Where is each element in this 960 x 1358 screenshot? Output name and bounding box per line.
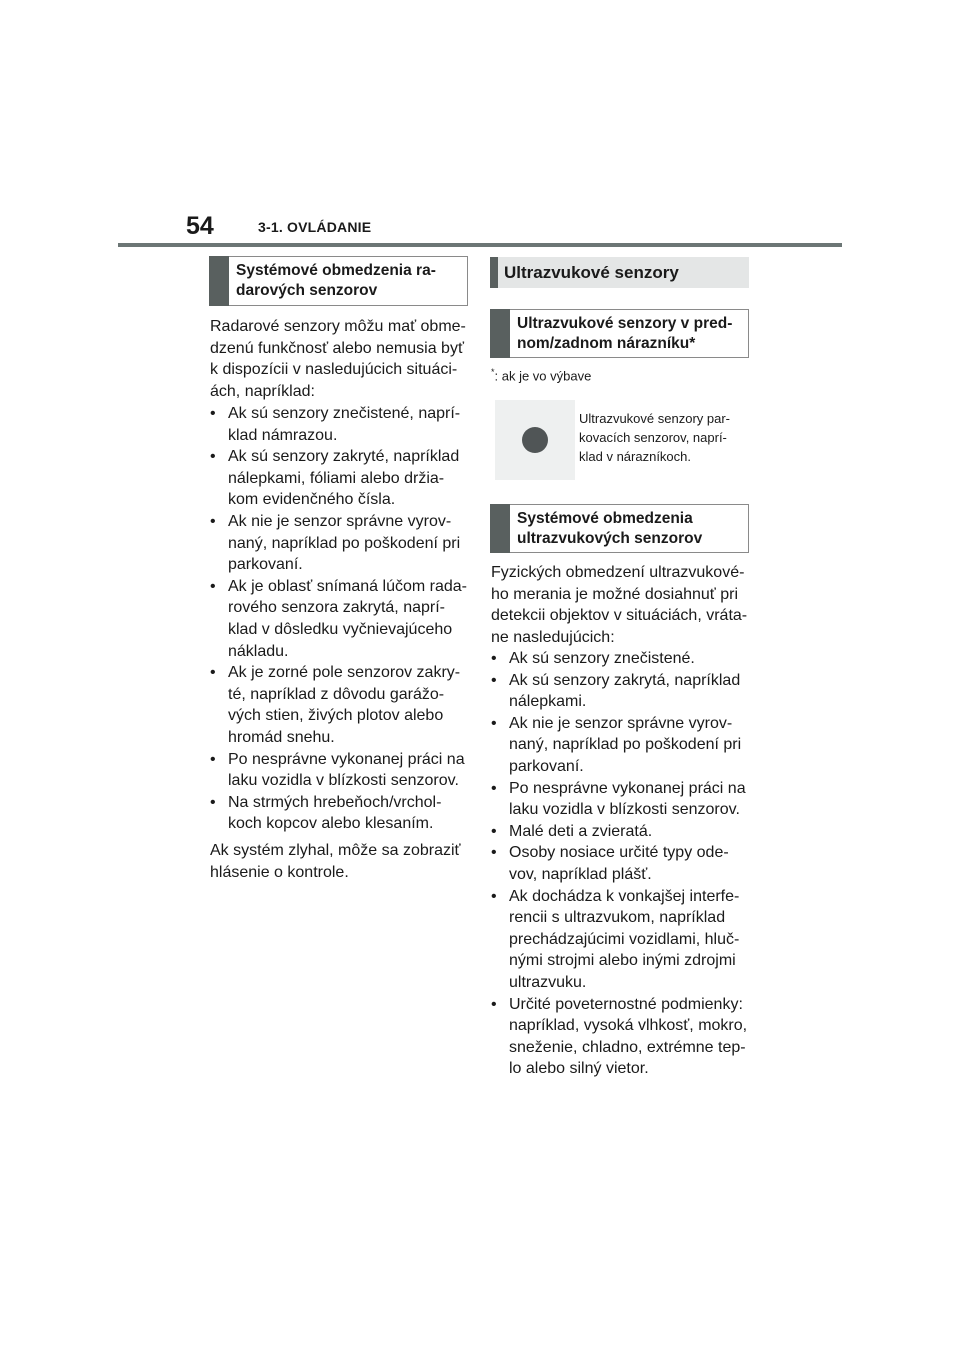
heading-bar (490, 504, 510, 553)
bullet-dot: • (491, 779, 497, 797)
ultrasonic-limits-list (491, 648, 753, 1080)
list-item (210, 792, 472, 835)
list-item (491, 648, 753, 670)
list-item-text: Osoby nosiace určité typy ode- vov, napríklad plášť. (509, 844, 729, 883)
list-item-text: Ak sú senzory znečistené, naprí- klad námrazou. (228, 405, 461, 444)
list-item-text: Ak sú senzory zakrytá, napríklad nálepkami. (509, 671, 741, 711)
radar-limits-heading-text: Systémové obmedzenia ra- darových senzorov (236, 262, 436, 299)
list-item (210, 749, 472, 792)
list-item-text: Ak je oblasť snímaná lúčom rada- rového senzora zakrytá, naprí- klad v dôsledku vyčnievajúceho nákladu. (228, 577, 467, 660)
radar-limits-list (210, 403, 472, 835)
list-item (491, 886, 753, 994)
list-item (210, 576, 472, 662)
heading-bar (209, 256, 229, 306)
bullet-dot: • (210, 405, 216, 422)
ultrasonic-intro: Fyzických obmedzení ultrazvukové- ho merania je možné dosiahnuť pri detekcii objektov v situáciách, vráta- ne nasledujúcich: (491, 564, 748, 646)
bullet-dot: • (491, 671, 497, 689)
radar-intro: Radarové senzory môžu mať obme- dzenú funkčnosť alebo nemusia byť k dispozícii v nasledujúcich situáci- ách, napríklad: (210, 318, 466, 400)
ultrasonic-bumper-heading-text: Ultrazvukové senzory v pred- nom/zadnom nárazníku* (517, 315, 733, 352)
footnote (491, 367, 591, 383)
bullet-dot: • (210, 750, 216, 768)
bullet-dot: • (210, 512, 216, 530)
list-item-text: Ak sú senzory zakryté, napríklad nálepkami, fóliami alebo držia- kom evidenčného čísla. (228, 448, 460, 509)
list-item (491, 994, 753, 1080)
list-item (491, 821, 753, 843)
ultrasonic-bumper-heading (490, 309, 749, 358)
list-item (491, 670, 753, 713)
list-item (491, 778, 753, 821)
list-item (210, 446, 472, 511)
bullet-dot: • (491, 650, 497, 667)
list-item (210, 662, 472, 748)
heading-bar (490, 257, 498, 288)
list-item (210, 403, 472, 446)
list-item-text: Ak nie je senzor správne vyrov- naný, napríklad po poškodení pri parkovaní. (228, 512, 461, 574)
radar-outro: Ak systém zlyhal, môže sa zobraziť hlásenie o kontrole. (210, 842, 461, 881)
sensor-caption: Ultrazvukové senzory par- kovacích senzorov, naprí- klad v nárazníkoch. (579, 411, 730, 464)
page-number: 54 (186, 212, 214, 240)
list-item-text: Určité poveternostné podmienky: napríklad, vysoká vlhkosť, mokro, sneženie, chladno, extrémne tep- lo alebo silný vietor. (509, 995, 748, 1078)
footnote-text: : ak je vo výbave (494, 368, 592, 384)
list-item (491, 842, 753, 885)
list-item-text: Ak nie je senzor správne vyrov- naný, napríklad po poškodení pri parkovaní. (509, 714, 742, 775)
footnote-mark: * (491, 367, 495, 377)
ultrasonic-limits-heading-text: Systémové obmedzenia ultrazvukových senzorov (517, 510, 703, 547)
bullet-dot: • (210, 577, 216, 595)
bullet-dot: • (491, 995, 497, 1013)
list-item-text: Ak dochádza k vonkajšej interfe- rencii s ultrazvukom, napríklad prechádzajúcimi vozidlami, hluč- nými strojmi alebo inými zdrojmi ultrazvuku. (509, 887, 740, 991)
bullet-dot: • (210, 793, 216, 811)
list-item-text: Ak sú senzory znečistené. (509, 650, 695, 667)
bullet-dot: • (491, 714, 497, 732)
sensor-icon (495, 400, 575, 480)
radar-limits-heading (209, 256, 468, 306)
bullet-dot: • (491, 844, 497, 862)
list-item-text: Na strmých hrebeňoch/vrchol- koch kopcov alebo klesaním. (228, 793, 442, 833)
list-item-text: Po nesprávne vykonanej práci na laku vozidla v blízkosti senzorov. (228, 750, 465, 790)
list-item (491, 713, 753, 778)
heading-bar (490, 309, 510, 358)
header-rule (118, 243, 842, 247)
ultrasonic-heading-text: Ultrazvukové senzory (504, 263, 679, 282)
list-item-text: Po nesprávne vykonanej práci na laku vozidla v blízkosti senzorov. (509, 779, 746, 819)
ultrasonic-limits-heading (490, 504, 749, 553)
sensor-dot (522, 427, 548, 453)
bullet-dot: • (210, 664, 216, 682)
ultrasonic-heading (490, 257, 749, 288)
bullet-dot: • (491, 822, 497, 840)
bullet-dot: • (491, 887, 497, 905)
list-item-text: Malé deti a zvieratá. (509, 822, 653, 840)
list-item (210, 511, 472, 576)
chapter-title: 3-1. OVLÁDANIE (258, 219, 372, 235)
bullet-dot: • (210, 448, 216, 466)
list-item-text: Ak je zorné pole senzorov zakry- té, napríklad z dôvodu garážo- vých stien, živých plotov alebo hromád snehu. (228, 664, 461, 746)
